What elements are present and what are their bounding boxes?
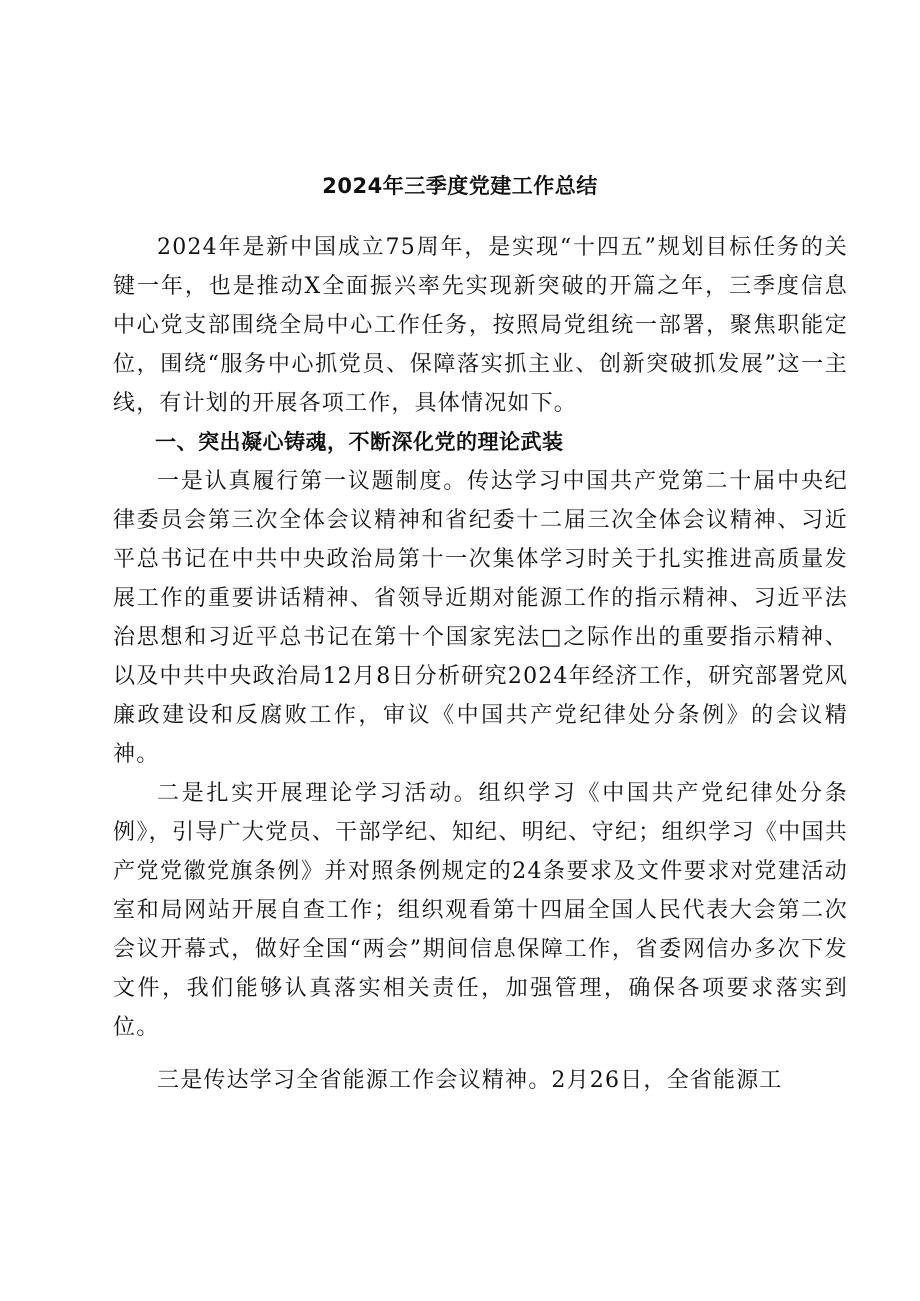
paragraph-1: 一是认真履行第一议题制度。传达学习中国共产党第二十届中央纪律委员会第三次全体会议精神和省纪委十二届三次全体会议精神、习近平总书记在中共中央政治局第十一次集体学习时关于扎实推进高质量发展工作的重要讲话精神、省领导近期对能源工作的指示精神、习近平法治思想和习近平总书记在第十个国家宪法□之际作出的重要指示精神、以及中共中央政治局12月8日分析研究2024年经济工作，研究部署党风廉政建设和反腐败工作，审议《中国共产党纪律处分条例》的会议精神。 [113, 469, 848, 767]
document-title: 2024年三季度党建工作总结 [322, 174, 598, 198]
document-body [113, 228, 848, 1100]
paragraph-3: 三是传达学习全省能源工作会议精神。2月26日，全省能源工 [157, 1068, 783, 1093]
intro-paragraph: 2024年是新中国成立75周年，是实现“十四五”规划目标任务的关键一年，也是推动X全面振兴率先实现新突破的开篇之年，三季度信息中心党支部围绕全局中心工作任务，按照局党组统一部署，聚焦职能定位，围绕“服务中心抓党员、保障落实抓主业、创新突破抓发展”这一主线，有计划的开展各项工作，具体情况如下。 [113, 235, 848, 416]
section-heading-1: 一、突出凝心铸魂，不断深化党的理论武装 [155, 430, 564, 454]
paragraph-2: 二是扎实开展理论学习活动。组织学习《中国共产党纪律处分条例》，引导广大党员、干部学纪、知纪、明纪、守纪；组织学习《中国共产党党徽党旗条例》并对照条例规定的24条要求及文件要求对党建活动室和局网站开展自查工作；组织观看第十四届全国人民代表大会第二次会议开幕式，做好全国“两会”期间信息保障工作，省委网信办多次下发文件，我们能够认真落实相关责任，加强管理，确保各项要求落实到位。 [113, 781, 848, 1040]
